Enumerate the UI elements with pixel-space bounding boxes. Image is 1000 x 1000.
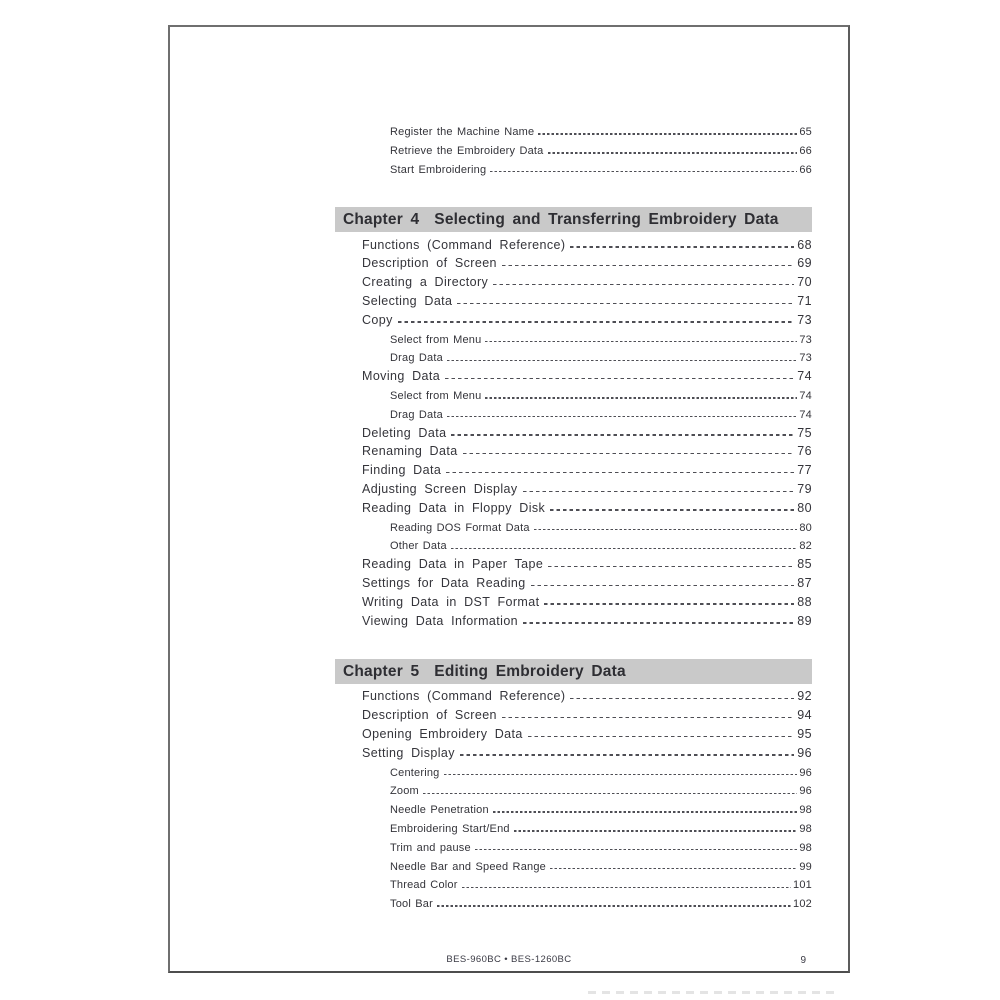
- toc-entry: [390, 328, 812, 347]
- document-page: [168, 25, 850, 973]
- toc-entry-label: Reading DOS Format Data: [390, 521, 530, 534]
- toc-entry-label: Thread Color: [390, 879, 458, 892]
- toc-entry-label: Select from Menu: [390, 333, 482, 346]
- toc-entry-page: 80: [797, 500, 812, 515]
- toc-entry: [390, 535, 812, 554]
- toc-entry-label: Finding Data: [362, 463, 442, 478]
- toc-entry-label: Description of Screen: [362, 256, 497, 271]
- toc-entry: [362, 422, 812, 441]
- toc-entry-label: Reading Data in Paper Tape: [362, 557, 544, 572]
- toc-entry-page: 98: [799, 823, 812, 835]
- dot-leader: [534, 529, 798, 530]
- dot-leader: [451, 548, 798, 549]
- dot-leader: [485, 397, 797, 398]
- toc-entry-page: 98: [799, 804, 812, 817]
- toc-entry-label: Reading Data in Floppy Disk: [362, 500, 546, 515]
- toc-entry: [390, 404, 812, 423]
- toc-entry: [362, 253, 812, 272]
- toc-entry-page: 75: [797, 425, 812, 440]
- toc-entry-label: Zoom: [390, 785, 419, 798]
- toc-entry-page: 96: [797, 745, 812, 760]
- toc-entry: [390, 874, 812, 893]
- toc-entry-page: 70: [797, 275, 812, 290]
- toc-entry-label: Selecting Data: [362, 294, 453, 309]
- toc-entry-page: 80: [799, 521, 812, 534]
- toc-entry-label: Start Embroidering: [390, 163, 487, 176]
- toc-section: [335, 207, 812, 629]
- toc-entry-label: Drag Data: [390, 408, 443, 421]
- toc-entry: [390, 837, 812, 856]
- toc-entry-page: 99: [799, 860, 812, 873]
- footer-model-text: BES-960BC • BES-1260BC: [446, 954, 572, 965]
- toc-entry-page: 74: [799, 408, 812, 421]
- toc-entry-label: Other Data: [390, 540, 447, 553]
- dot-leader: [446, 472, 794, 473]
- dot-leader: [475, 849, 798, 850]
- toc-entry: [362, 610, 812, 629]
- page-number: 9: [800, 955, 806, 966]
- toc-entry-page: 87: [797, 576, 812, 591]
- table-of-contents: [335, 27, 812, 912]
- toc-entry: [390, 516, 812, 535]
- dot-leader: [462, 887, 791, 888]
- toc-entry-page: 76: [797, 444, 812, 459]
- dot-leader: [502, 717, 794, 718]
- toc-entry-page: 74: [799, 390, 812, 403]
- dot-leader: [398, 321, 795, 322]
- toc-entry: [362, 573, 812, 592]
- toc-entry: [362, 724, 812, 743]
- toc-entry: [390, 121, 812, 140]
- toc-entry-label: Writing Data in DST Format: [362, 594, 540, 609]
- dot-leader: [523, 622, 794, 623]
- toc-entry: [362, 705, 812, 724]
- toc-entry-label: Select from Menu: [390, 390, 482, 403]
- toc-entry-page: 66: [799, 163, 812, 176]
- toc-entry-label: Drag Data: [390, 352, 443, 365]
- dot-leader: [447, 416, 797, 417]
- dot-leader: [523, 491, 795, 492]
- toc-entry-page: 98: [799, 841, 812, 854]
- toc-entry-page: 71: [797, 294, 812, 309]
- toc-entry: [362, 743, 812, 762]
- dot-leader: [457, 303, 794, 304]
- toc-sections: [335, 207, 812, 911]
- toc-entry-page: 102: [793, 898, 812, 911]
- dot-leader: [493, 284, 794, 285]
- toc-entry: [362, 234, 812, 253]
- toc-entry: [390, 799, 812, 818]
- dot-leader: [548, 152, 798, 153]
- toc-entry: [362, 310, 812, 329]
- toc-entry-page: 88: [797, 594, 812, 609]
- toc-entry-label: Functions (Command Reference): [362, 689, 566, 704]
- dot-leader: [550, 509, 794, 510]
- toc-entry: [390, 159, 812, 178]
- toc-entry-label: Needle Penetration: [390, 804, 489, 817]
- toc-entry-label: Needle Bar and Speed Range: [390, 860, 546, 873]
- toc-entry-label: Retrieve the Embroidery Data: [390, 145, 544, 158]
- dot-leader: [444, 774, 798, 775]
- toc-entry-page: 68: [797, 237, 812, 252]
- toc-entry: [390, 140, 812, 159]
- toc-entry-page: 69: [797, 256, 812, 271]
- toc-entry-page: 77: [797, 463, 812, 478]
- toc-entry-label: Setting Display: [362, 745, 455, 760]
- dot-leader: [538, 133, 797, 134]
- dot-leader: [570, 246, 794, 247]
- toc-entry-label: Tool Bar: [390, 898, 433, 911]
- toc-entry-page: 96: [799, 766, 812, 779]
- dot-leader: [447, 360, 797, 361]
- toc-entry-page: 96: [799, 785, 812, 798]
- dot-leader: [502, 265, 794, 266]
- toc-entry-page: 89: [797, 613, 812, 628]
- dot-leader: [493, 811, 798, 812]
- dot-leader: [548, 566, 794, 567]
- toc-leading-entries: [335, 121, 812, 177]
- toc-entry-page: 73: [799, 352, 812, 365]
- toc-entry-page: 95: [797, 727, 812, 742]
- toc-entry-page: 73: [799, 333, 812, 346]
- toc-entry-page: 74: [797, 369, 812, 384]
- toc-entry: [390, 347, 812, 366]
- chapter-entries: [335, 234, 812, 629]
- toc-entry: [390, 893, 812, 912]
- toc-entry-page: 101: [793, 879, 812, 892]
- toc-entry: [362, 460, 812, 479]
- dot-leader: [550, 868, 797, 869]
- toc-entry-page: 92: [797, 689, 812, 704]
- dot-leader: [514, 830, 798, 831]
- chapter-heading: Chapter 4 Selecting and Transferring Embroidery Data: [335, 207, 812, 232]
- toc-entry-page: 82: [799, 540, 812, 553]
- toc-entry: [362, 498, 812, 517]
- dot-leader: [490, 171, 797, 172]
- toc-entry: [390, 855, 812, 874]
- dot-leader: [544, 603, 794, 604]
- toc-entry-label: Copy: [362, 312, 393, 327]
- toc-entry: [390, 385, 812, 404]
- toc-entry-page: 65: [799, 126, 812, 139]
- toc-entry: [362, 291, 812, 310]
- toc-entry-label: Functions (Command Reference): [362, 237, 566, 252]
- toc-entry-label: Description of Screen: [362, 708, 497, 723]
- toc-entry-label: Embroidering Start/End: [390, 823, 510, 835]
- dot-leader: [570, 698, 794, 699]
- toc-entry-label: Deleting Data: [362, 425, 447, 440]
- dot-leader: [528, 736, 795, 737]
- toc-entry-label: Settings for Data Reading: [362, 576, 526, 591]
- toc-entry: [390, 780, 812, 799]
- toc-section: [335, 659, 812, 912]
- dot-leader: [463, 453, 795, 454]
- dot-leader: [423, 793, 797, 794]
- toc-entry-page: 73: [797, 312, 812, 327]
- toc-entry-label: Renaming Data: [362, 444, 458, 459]
- toc-entry: [362, 479, 812, 498]
- toc-entry-label: Trim and pause: [390, 841, 471, 854]
- dot-leader: [451, 434, 794, 435]
- toc-entry: [362, 686, 812, 705]
- chapter-entries: [335, 686, 812, 912]
- toc-entry-label: Creating a Directory: [362, 275, 489, 290]
- toc-entry: [362, 366, 812, 385]
- toc-entry: [362, 441, 812, 460]
- toc-entry-label: Adjusting Screen Display: [362, 482, 518, 497]
- toc-entry-page: 94: [797, 708, 812, 723]
- scan-artifact-dots: [588, 991, 834, 994]
- toc-entry: [362, 592, 812, 611]
- dot-leader: [531, 585, 795, 586]
- toc-entry: [362, 554, 812, 573]
- toc-entry: [362, 272, 812, 291]
- dot-leader: [437, 905, 791, 906]
- dot-leader: [485, 341, 797, 342]
- toc-entry-page: 79: [797, 482, 812, 497]
- toc-entry-label: Register the Machine Name: [390, 126, 535, 139]
- toc-entry-page: 66: [799, 145, 812, 158]
- toc-entry-label: Moving Data: [362, 369, 441, 384]
- dot-leader: [445, 378, 794, 379]
- toc-entry-label: Viewing Data Information: [362, 613, 519, 628]
- toc-entry-label: Opening Embroidery Data: [362, 727, 523, 742]
- dot-leader: [460, 754, 794, 755]
- toc-entry-page: 85: [797, 557, 812, 572]
- chapter-heading: Chapter 5 Editing Embroidery Data: [335, 659, 812, 684]
- toc-entry: [390, 818, 812, 837]
- toc-entry: [390, 761, 812, 780]
- toc-entry-label: Centering: [390, 766, 440, 779]
